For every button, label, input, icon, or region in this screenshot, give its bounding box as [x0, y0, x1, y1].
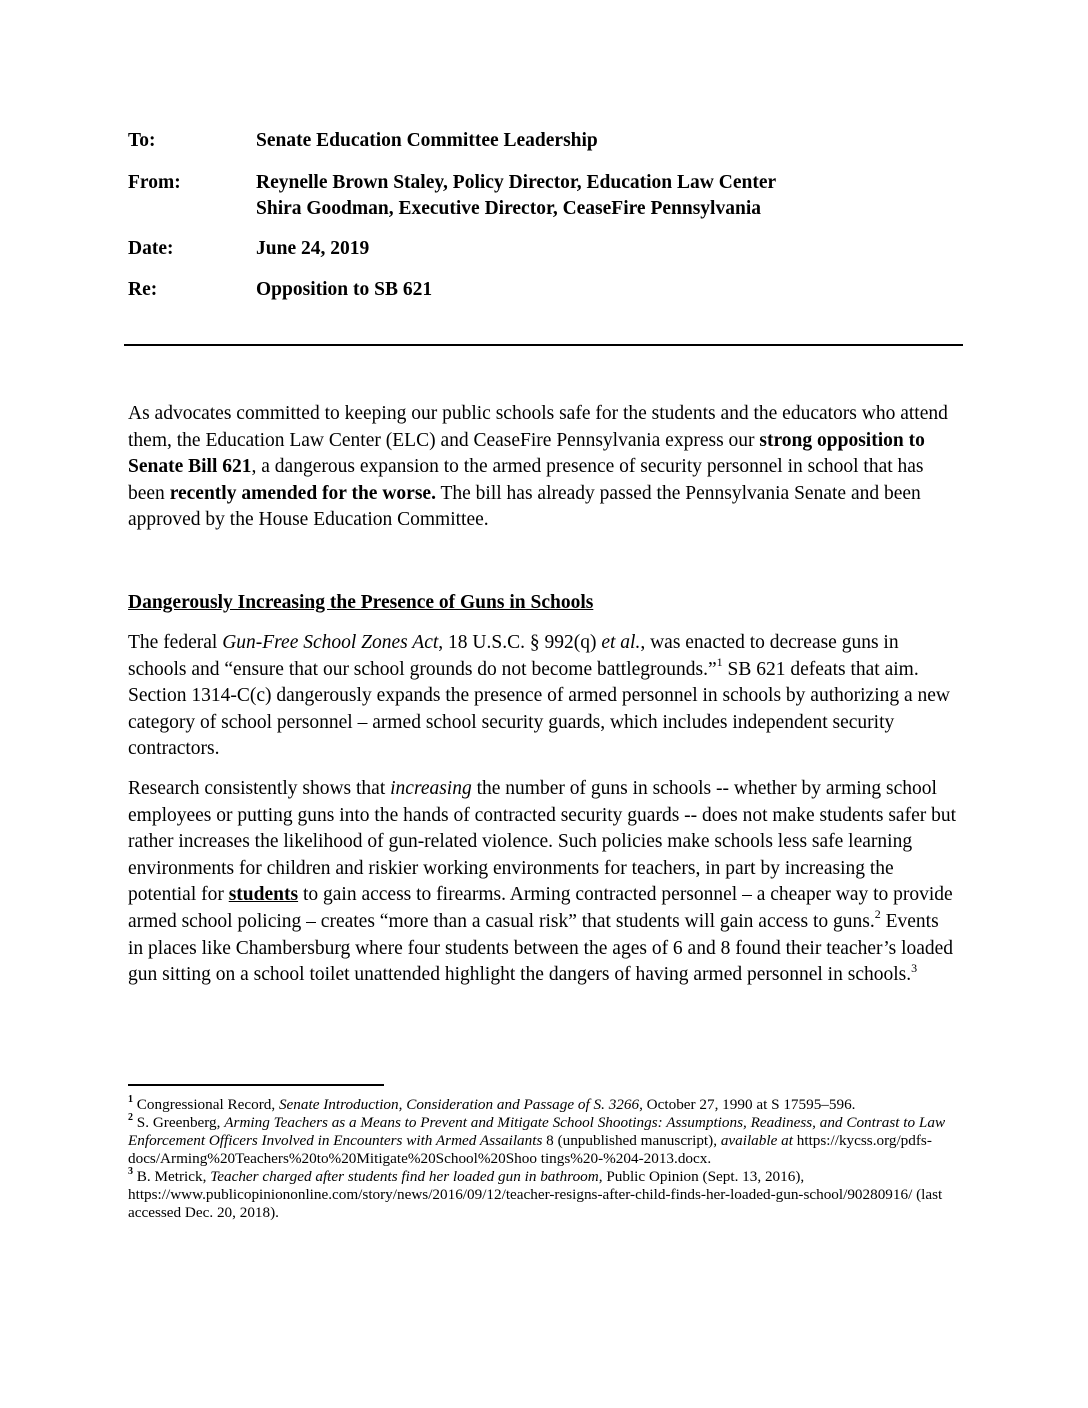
footnote-1-number: 1 [128, 1093, 133, 1105]
para1-act-title: Gun-Free School Zones Act [222, 632, 439, 653]
footnote-divider [128, 1084, 384, 1086]
body-paragraph-2 [128, 776, 958, 989]
intro-text-2: , a dangerous expansion to the armed presence of security personnel in school that has been [128, 456, 924, 504]
para2-students: students [228, 884, 299, 906]
footnote-2 [128, 1111, 964, 1168]
intro-text-3: The bill has already passed the Pennsylvania Senate and been approved by the House Education Committee. [128, 482, 921, 531]
header-divider [124, 344, 963, 346]
footnote-2-text-a: S. Greenberg, [133, 1114, 225, 1131]
para2-text-b: the number of guns in schools -- whether by arming school employees or putting guns into the hands of contracted security guards -- does not make students safer but rather increases the likelihood of gun-related violence. Such policies make schools less safe learning environments for children and riskier working environments for teachers, in part by increasing the potential for [128, 778, 957, 906]
intro-bold-amended: recently amended for the worse. [169, 482, 436, 504]
intro-paragraph [128, 401, 958, 534]
memo-re-label: Re: [128, 279, 158, 300]
footnote-1-title: Senate Introduction, Consideration and Passage of S. 3266 [278, 1096, 640, 1113]
intro-bold-opposition: strong opposition to Senate Bill 621 [128, 429, 925, 478]
para2-increasing: increasing [390, 778, 472, 799]
footnote-1 [128, 1093, 964, 1114]
memo-date-value: June 24, 2019 [256, 238, 370, 259]
memo-to-label: To: [128, 130, 156, 151]
footnote-2-link[interactable]: https://kycss.org/pdfs-docs/Arming%20Teachers%20to%20Mitigate%20School%20Shoo tings%20-%204-2013.docx. [128, 1132, 932, 1167]
para1-text-a: The federal [128, 632, 223, 653]
footnote-2-available: available at [720, 1132, 793, 1149]
para1-text-c: , was enacted to decrease guns in schools and “ensure that our school grounds do not become battlegrounds.” [128, 632, 899, 680]
footnotes [128, 1093, 964, 1222]
footnote-2-title: Arming Teachers as a Means to Prevent and Mitigate School Shootings: Assumptions, Readiness, and Contrast to Law Enforcement Officers Involved in Encounters with Armed Assailants [128, 1114, 946, 1149]
memo-date-label: Date: [128, 238, 174, 259]
memo-re-value: Opposition to SB 621 [256, 279, 433, 300]
footnote-ref-1[interactable]: 1 [716, 655, 723, 670]
para1-et-al: et al. [601, 632, 641, 653]
para1-text-d: SB 621 defeats that aim. Section 1314-C(c) dangerously expands the presence of armed personnel in schools by authorizing a new category of school personnel – armed school security guards, which includes independent security contractors. [128, 658, 951, 760]
footnote-3-title: Teacher charged after students find her loaded gun in bathroom, [210, 1168, 603, 1185]
footnote-3-number: 3 [128, 1165, 133, 1177]
para2-text-a: Research consistently shows that [128, 778, 391, 799]
footnote-3-text-a: B. Metrick, [133, 1168, 211, 1185]
intro-text-1: As advocates committed to keeping our public schools safe for the students and the educators who attend them, the Education Law Center (ELC) and CeaseFire Pennsylvania express our [128, 403, 948, 451]
footnote-3-text-b[interactable]: Public Opinion (Sept. 13, 2016), https://www.publicopiniononline.com/story/news/2016/09/12/teacher-resigns-after-child-finds-her-loaded-gun-school/90280916/ (last accessed Dec. 20, 2018). [128, 1168, 943, 1221]
footnote-3 [128, 1165, 964, 1222]
para2-text-c: to gain access to firearms. Arming contracted personnel – a cheaper way to provide armed school policing – creates “more than a casual risk” that students will gain access to guns. [128, 884, 953, 932]
para1-text-b: , 18 U.S.C. § 992(q) [438, 632, 602, 653]
footnote-1-text-b: , October 27, 1990 at S 17595–596. [639, 1096, 856, 1113]
memo-from-line1: Reynelle Brown Staley, Policy Director, Education Law Center [256, 172, 777, 193]
footnote-1-text-a: Congressional Record, [133, 1096, 279, 1113]
footnote-ref-2[interactable]: 2 [874, 907, 881, 922]
memo-to-value: Senate Education Committee Leadership [256, 130, 598, 151]
para2-text-d: Events in places like Chambersburg where four students between the ages of 6 and 8 found their teacher’s loaded gun sitting on a school toilet unattended highlight the dangers of having armed personnel in schools. [128, 910, 954, 986]
memo-from-line2: Shira Goodman, Executive Director, CeaseFire Pennsylvania [256, 198, 761, 219]
footnote-ref-3[interactable]: 3 [911, 960, 918, 975]
footnote-2-number: 2 [128, 1111, 133, 1123]
body-paragraph-1 [128, 630, 958, 763]
memo-from-label: From: [128, 172, 181, 193]
section-heading: Dangerously Increasing the Presence of Guns in Schools [128, 592, 594, 613]
footnote-2-text-b: 8 (unpublished manuscript), [542, 1132, 721, 1149]
